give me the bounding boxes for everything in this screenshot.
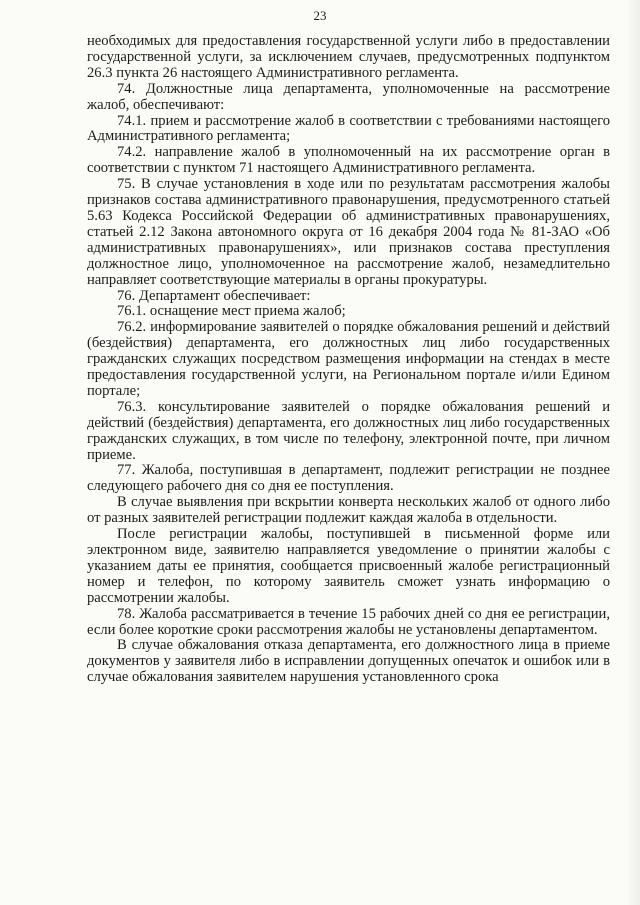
paragraph-76-3: 76.3. консультирование заявителей о порядке обжалования решений и действий (бездействия) департамента, его должностных лиц либо государственных гражданских служащих, в том числе по телефону, электронной почте, при личном приеме.	[87, 398, 610, 463]
paragraph-74-1: 74.1. прием и рассмотрение жалоб в соответствии с требованиями настоящего Административного регламента;	[87, 112, 610, 145]
paragraph-74: 74. Должностные лица департамента, уполномоченные на рассмотрение жалоб, обеспечивают:	[87, 80, 610, 113]
paragraph-75: 75. В случае установления в ходе или по результатам рассмотрения жалобы признаков состава административного правонарушения, предусмотренного статьей 5.63 Кодекса Российской Федерации об административных правонарушениях, статьей 2.12 Закона автономного округа от 16 декабря 2004 года № 81-ЗАО «Об административных правонарушениях», или признаков состава преступления должностное лицо, уполномоченное на рассмотрение жалоб, незамедлительно направляет соответствующие материалы в органы прокуратуры.	[87, 176, 610, 288]
paragraph-74-2: 74.2. направление жалоб в уполномоченный на их рассмотрение орган в соответствии с пунктом 71 настоящего Административного регламента.	[87, 144, 610, 177]
paragraph-76-2: 76.2. информирование заявителей о порядке обжалования решений и действий (бездействия) департамента, его должностных лиц либо государственных гражданских служащих посредством размещения информации на стендах в месте предоставления государственной услуги, на Региональном портале и/или Едином портале;	[87, 319, 610, 399]
page-edge-shadow	[626, 0, 640, 905]
paragraph-76-1: 76.1. оснащение мест приема жалоб;	[117, 303, 346, 320]
document-body	[87, 34, 610, 686]
paragraph-continuation: необходимых для предоставления государственной услуги либо в предоставлении государственной услуги, за исключением случаев, предусмотренных подпунктом 26.3 пункта 26 настоящего Административного регламента.	[87, 33, 610, 81]
page-number: 23	[313, 8, 327, 23]
paragraph-77: 77. Жалоба, поступившая в департамент, подлежит регистрации не позднее следующего рабочего дня со дня ее поступления.	[87, 462, 610, 495]
paragraph-78-refusal: В случае обжалования отказа департамента, его должностного лица в приеме документов у заявителя либо в исправлении допущенных опечаток и ошибок или в случае обжалования заявителем нарушения установленного срока	[87, 637, 610, 686]
paragraph-77-notification: После регистрации жалобы, поступившей в письменной форме или электронном виде, заявителю направляется уведомление о принятии жалобы с указанием даты ее принятия, сообщается присвоенный жалобе регистрационный номер и телефон, по которому заявитель сможет узнать информацию о рассмотрении жалобы.	[87, 526, 610, 606]
paragraph-76: 76. Департамент обеспечивает:	[117, 287, 311, 304]
paragraph-77-envelope: В случае выявления при вскрытии конверта нескольких жалоб от одного либо от разных заявителей регистрации подлежит каждая жалоба в отдельности.	[87, 494, 610, 527]
paragraph-78: 78. Жалоба рассматривается в течение 15 рабочих дней со дня ее регистрации, если более короткие сроки рассмотрения жалобы не установлены департаментом.	[87, 605, 610, 638]
